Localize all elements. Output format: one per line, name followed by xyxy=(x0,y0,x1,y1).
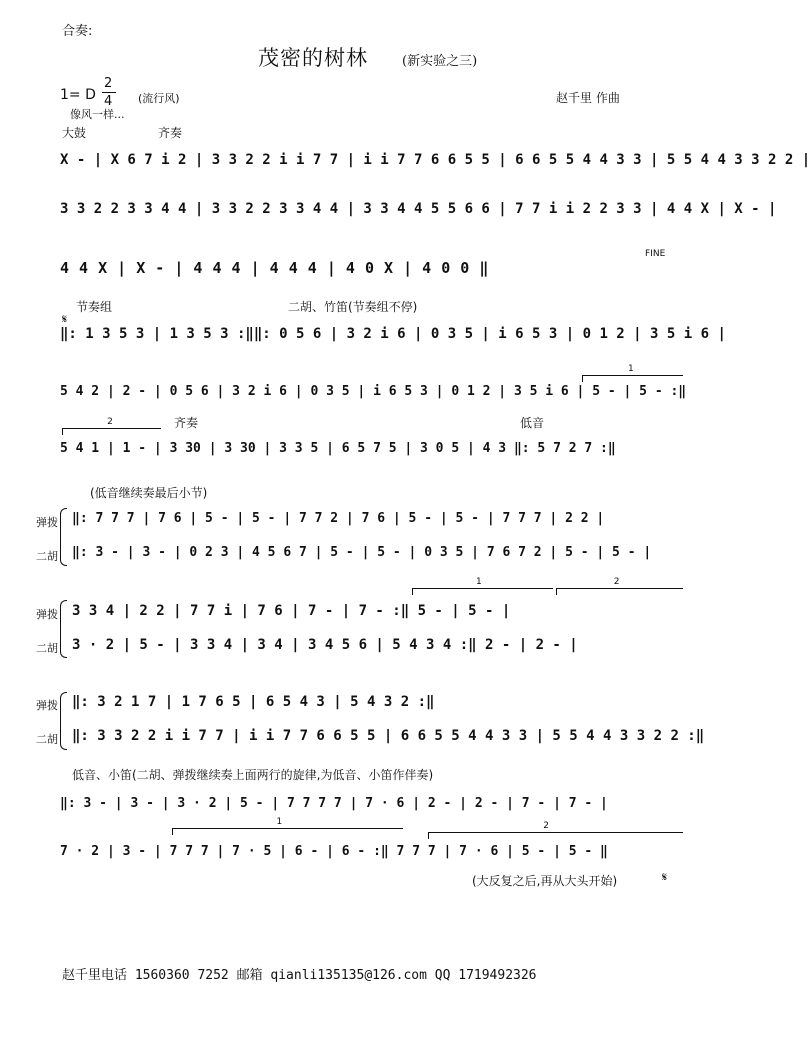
volta-bracket-2b: 2 xyxy=(556,588,683,595)
key-signature: 1= D xyxy=(60,87,96,103)
time-signature-bottom: 4 xyxy=(104,94,113,109)
staff-plucked-8: 3 3 4 | 2 2 | 7 7 i | 7 6 | 7 - | 7 - :‖ 5 - | 5 - | xyxy=(72,603,511,619)
staff-line-3: 4 4 X | X - | 4 4 4 | 4 4 4 | 4 0 X | 4 0 0 ‖ xyxy=(60,259,489,277)
erhu-flute-label: 二胡、竹笛(节奏组不停) xyxy=(288,300,418,314)
staff-erhu-9: ‖: 3 3 2 2 i i 7 7 | i i 7 7 6 6 5 5 | 6 6 5 5 4 4 3 3 | 5 5 4 4 3 3 2 2 :‖ xyxy=(72,728,705,744)
bass-flute-note: 低音、小笛(二胡、弹拨继续奏上面两行的旋律,为低音、小笛作伴奏) xyxy=(72,768,434,782)
bass-label: 低音 xyxy=(520,416,545,430)
staff-plucked-7: ‖: 7 7 7 | 7 6 | 5 - | 5 - | 7 7 2 | 7 6 | 5 - | 5 - | 7 7 7 | 2 2 | xyxy=(72,511,605,526)
part-label-erhu-3: 二胡 xyxy=(36,733,58,746)
time-signature-line xyxy=(102,92,116,93)
segno-sign-1: 𝄋 xyxy=(62,312,68,326)
staff-plucked-9: ‖: 3 2 1 7 | 1 7 6 5 | 6 5 4 3 | 5 4 3 2 :‖ xyxy=(72,694,435,710)
tutti-label-1: 齐奏 xyxy=(158,126,183,140)
staff-erhu-8: 3 · 2 | 5 - | 3 3 4 | 3 4 | 3 4 5 6 | 5 4 3 4 :‖ 2 - | 2 - | xyxy=(72,637,578,653)
staff-line-4: ‖: 1 3 5 3 | 1 3 5 3 :‖‖: 0 5 6 | 3 2 i 6 | 0 3 5 | i 6 5 3 | 0 1 2 | 3 5 i 6 | xyxy=(60,326,726,342)
bass-continue-note: (低音继续奏最后小节) xyxy=(90,486,208,500)
system-brace-3 xyxy=(60,692,67,750)
staff-line-10: ‖: 3 - | 3 - | 3 · 2 | 5 - | 7 7 7 7 | 7 · 6 | 2 - | 2 - | 7 - | 7 - | xyxy=(60,796,608,811)
staff-erhu-7: ‖: 3 - | 3 - | 0 2 3 | 4 5 6 7 | 5 - | 5 - | 0 3 5 | 7 6 7 2 | 5 - | 5 - | xyxy=(72,545,652,560)
staff-line-1: X - | X 6 7 i 2 | 3 3 2 2 i i 7 7 | i i 7 7 6 6 5 5 | 6 6 5 5 4 4 3 3 | 5 5 4 4 3 3 2 2 | xyxy=(60,152,810,168)
part-label-erhu-1: 二胡 xyxy=(36,550,58,563)
part-label-plucked-3: 弹拨 xyxy=(36,699,58,712)
time-signature-top: 2 xyxy=(104,76,113,91)
volta-bracket-3b: 2 xyxy=(428,832,683,839)
staff-line-2: 3 3 2 2 3 3 4 4 | 3 3 2 2 3 3 4 4 | 3 3 4 4 5 5 6 6 | 7 7 i i 2 2 3 3 | 4 4 X | X - | xyxy=(60,201,777,217)
part-label-plucked-2: 弹拨 xyxy=(36,608,58,621)
staff-line-11: 7 · 2 | 3 - | 7 7 7 | 7 · 5 | 6 - | 6 - :‖ 7 7 7 | 7 · 6 | 5 - | 5 - ‖ xyxy=(60,844,608,859)
staff-line-5: 5 4 2 | 2 - | 0 5 6 | 3 2 i 6 | 0 3 5 | i 6 5 3 | 0 1 2 | 3 5 i 6 | 5 - | 5 - :‖ xyxy=(60,384,687,399)
part-label-erhu-2: 二胡 xyxy=(36,642,58,655)
rhythm-group-label: 节奏组 xyxy=(76,300,113,314)
fine-marking: FINE xyxy=(645,249,666,259)
da-capo-note: (大反复之后,再从大头开始) xyxy=(472,874,618,888)
expression-marking: 像风一样... xyxy=(70,108,125,121)
page-title: 茂密的树林 xyxy=(258,46,368,70)
tutti-label-2: 齐奏 xyxy=(174,416,199,430)
system-brace-1 xyxy=(60,508,67,566)
segno-sign-2: 𝄋 xyxy=(662,870,668,884)
composer-credit: 赵千里 作曲 xyxy=(556,91,620,105)
style-marking: (流行风) xyxy=(138,92,180,105)
part-label-plucked-1: 弹拨 xyxy=(36,516,58,529)
ensemble-label: 合奏: xyxy=(62,24,93,39)
system-brace-2 xyxy=(60,600,67,658)
volta-bracket-2a: 1 xyxy=(412,588,553,595)
page-subtitle: (新实验之三) xyxy=(402,54,478,69)
volta-bracket-small: 2 xyxy=(62,428,161,435)
volta-bracket-1: 1 xyxy=(582,375,683,382)
staff-line-6: 5 4 1 | 1 - | 3 30 | 3 30 | 3 3 5 | 6 5 7 5 | 3 0 5 | 4 3 ‖: 5 7 2 7 :‖ xyxy=(60,441,616,456)
volta-bracket-3a: 1 xyxy=(172,828,403,835)
drum-label: 大鼓 xyxy=(62,126,87,140)
contact-footer: 赵千里电话 1560360 7252 邮箱 qianli135135@126.com QQ 1719492326 xyxy=(62,968,537,983)
